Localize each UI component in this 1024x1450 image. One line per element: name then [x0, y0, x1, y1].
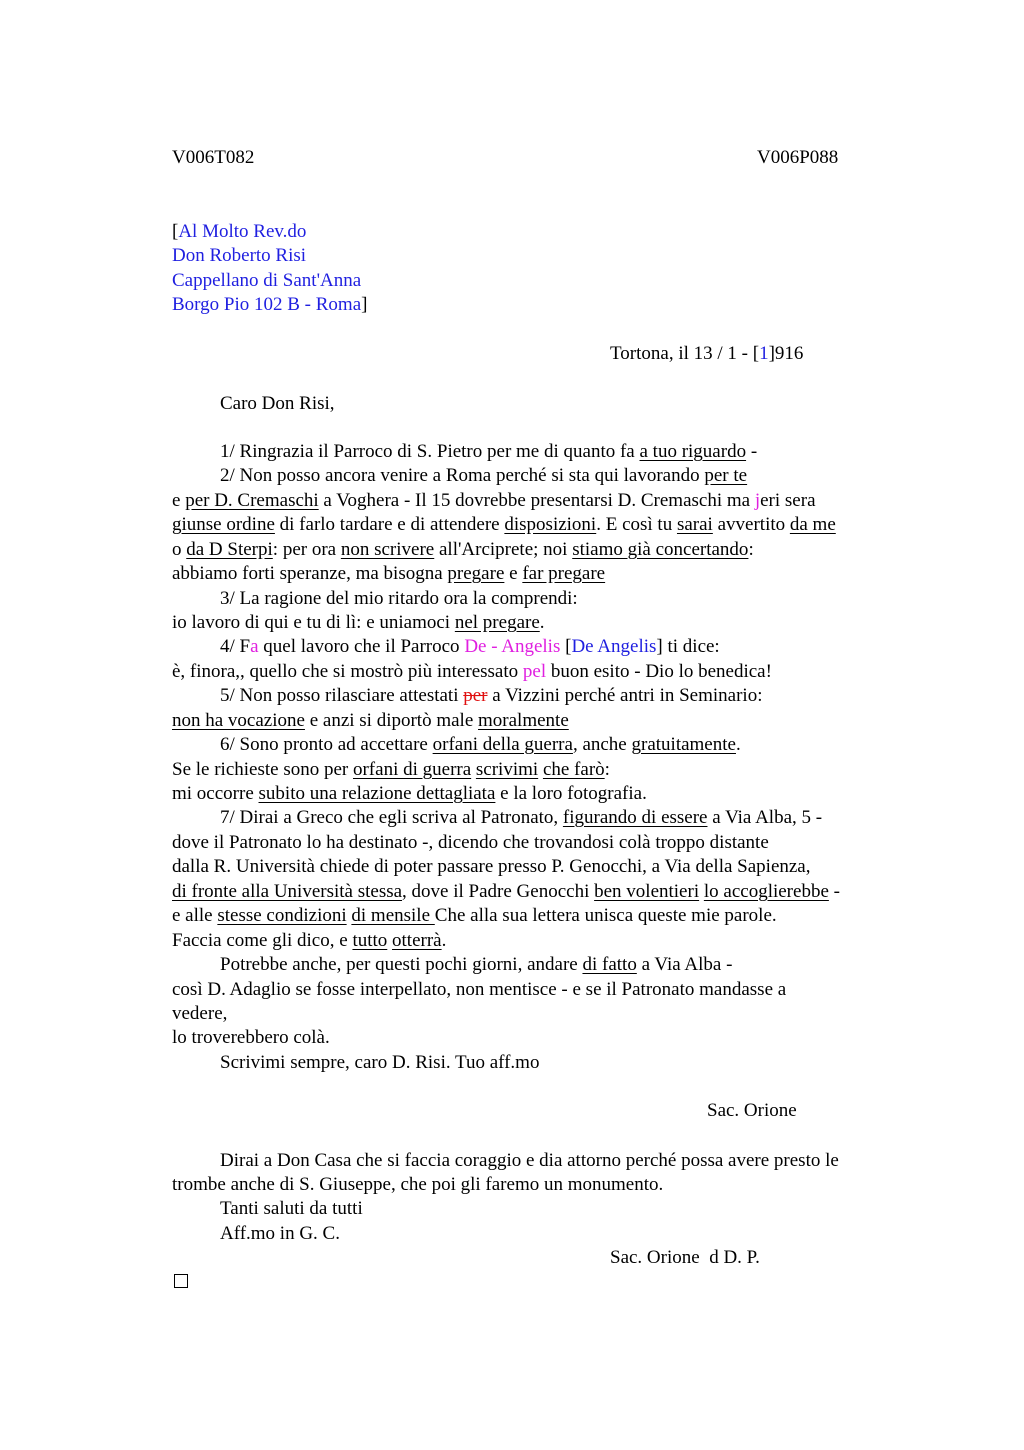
paragraph-7-line: dalla R. Università chiede di poter passare presso P. Genocchi, a Via della Sapienza, [172, 856, 811, 877]
paragraph-4-line: è, finora,, quello che si mostrò più interessato pel buon esito - Dio lo benedica! [172, 661, 772, 682]
date-suffix: ]916 [768, 343, 804, 364]
paragraph-7-line: Faccia come gli dico, e tutto otterrà. [172, 930, 447, 951]
paragraph-2-line: abbiamo forti speranze, ma bisogna pregare e far pregare [172, 563, 606, 584]
paragraph-8-line: lo troverebbero colà. [172, 1027, 330, 1048]
address-text: Al Molto Rev.do [178, 221, 307, 242]
paragraph-7-line: di fronte alla Università stessa, dove il Padre Genocchi ben volentieri lo accoglierebbe - [172, 881, 840, 902]
paragraph-2-line: giunse ordine di farlo tardare e di attendere disposizioni. E così tu sarai avvertito da me [172, 514, 836, 535]
signature-2: Sac. Orione d D. P. [610, 1247, 760, 1268]
salutation: Caro Don Risi, [220, 393, 335, 414]
address-line-2: Don Roberto Risi [172, 245, 307, 266]
paragraph-7-line: dove il Patronato lo ha destinato -, dicendo che trovandosi colà troppo distante [172, 832, 769, 853]
paragraph-1: 1/ Ringrazia il Parroco di S. Pietro per me di quanto fa a tuo riguardo - [220, 441, 758, 462]
postscript-line: Dirai a Don Casa che si faccia coraggio e dia attorno perché possa avere presto le [220, 1150, 839, 1171]
paragraph-7-line: 7/ Dirai a Greco che egli scriva al Patronato, figurando di essere a Via Alba, 5 - [220, 807, 823, 828]
paragraph-5-line: 5/ Non posso rilasciare attestati per a Vizzini perché antri in Seminario: [220, 685, 763, 706]
paragraph-8-line: Scrivimi sempre, caro D. Risi. Tuo aff.mo [220, 1052, 540, 1073]
paragraph-8-line: vedere, [172, 1003, 228, 1024]
signature-1: Sac. Orione [707, 1100, 797, 1121]
paragraph-6-line: mi occorre subito una relazione dettagliata e la loro fotografia. [172, 783, 647, 804]
postscript-line: Aff.mo in G. C. [220, 1223, 340, 1244]
paragraph-2-line: o da D Sterpi: per ora non scrivere all'Arciprete; noi stiamo già concertando: [172, 539, 754, 560]
code-left: V006T082 [172, 147, 255, 168]
date-digit: 1 [759, 343, 769, 364]
paragraph-2-line: e per D. Cremaschi a Voghera - Il 15 dovrebbe presentarsi D. Cremaschi ma jeri sera [172, 490, 816, 511]
paragraph-7-line: e alle stesse condizioni di mensile Che alla sua lettera unisca queste mie parole. [172, 905, 777, 926]
postscript-line: trombe anche di S. Giuseppe, che poi gli faremo un monumento. [172, 1174, 664, 1195]
address-line-3: Cappellano di Sant'Anna [172, 270, 362, 291]
paragraph-8-line: così D. Adaglio se fosse interpellato, non mentisce - e se il Patronato mandasse a [172, 979, 787, 1000]
date-line [610, 342, 803, 366]
paragraph-3-line: io lavoro di qui e tu di lì: e uniamoci nel pregare. [172, 612, 545, 633]
paragraph-4-line: 4/ Fa quel lavoro che il Parroco De - Angelis [De Angelis] ti dice: [220, 636, 720, 657]
address-line-4: Borgo Pio 102 B - Roma] [172, 294, 368, 315]
paragraph-6-line: 6/ Sono pronto ad accettare orfani della guerra, anche gratuitamente. [220, 734, 741, 755]
address-text: Borgo Pio 102 B - Roma [172, 294, 362, 315]
paragraph-6-line: Se le richieste sono per orfani di guerra scrivimi che farò: [172, 759, 610, 780]
postscript-line: Tanti saluti da tutti [220, 1198, 363, 1219]
paragraph-3-line: 3/ La ragione del mio ritardo ora la comprendi: [220, 588, 578, 609]
paragraph-2-line: 2/ Non posso ancora venire a Roma perché si sta qui lavorando per te [220, 465, 748, 486]
paragraph-5-line: non ha vocazione e anzi si diportò male moralmente [172, 710, 569, 731]
paragraph-8-line: Potrebbe anche, per questi pochi giorni, andare di fatto a Via Alba - [220, 954, 733, 975]
date-prefix: Tortona, il 13 / 1 - [ [610, 343, 760, 364]
address-line-1: [Al Molto Rev.do [172, 221, 307, 242]
code-right: V006P088 [757, 147, 839, 168]
empty-box-icon [174, 1274, 188, 1288]
